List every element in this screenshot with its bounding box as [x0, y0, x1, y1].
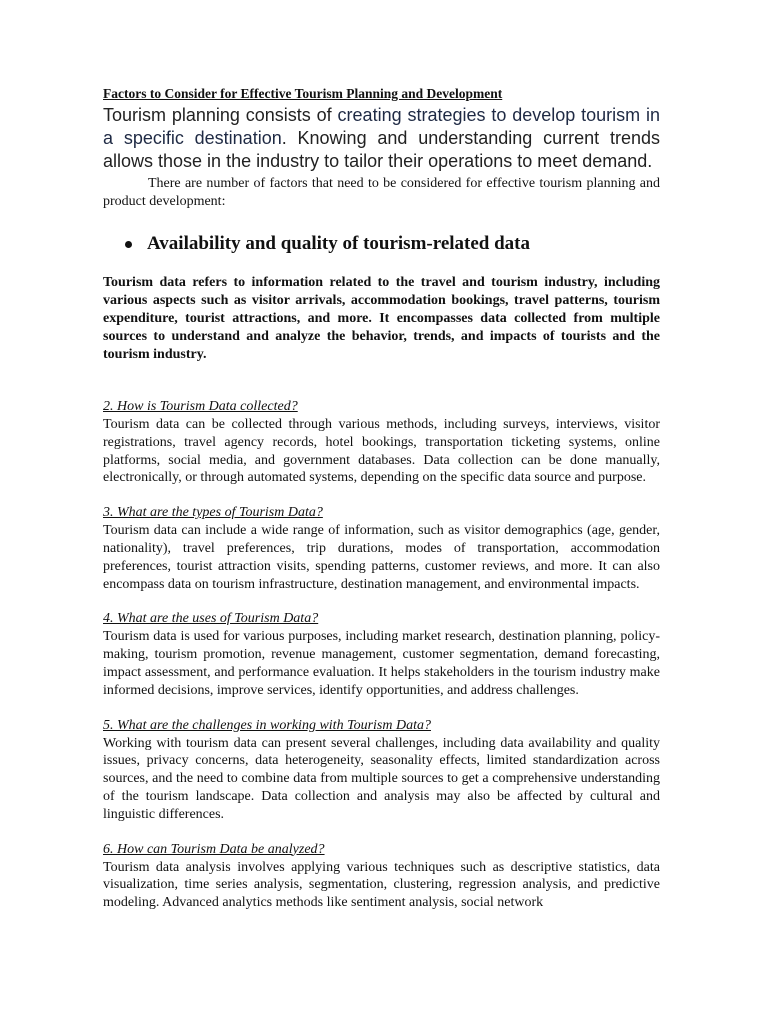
- section-body: Tourism data can be collected through various methods, including surveys, interviews, visitor registrations, travel agency records, hotel bookings, transportation ticketing systems, online platforms, social media, and government databases. Data collection can be done manually, electronically, or through automated systems, depending on the specific data source and purpose.: [103, 417, 660, 486]
- intro-highlight-link[interactable]: creating strategies to develop tourism in a specific destination: [103, 105, 660, 148]
- section-title: 6. How can Tourism Data be analyzed?: [103, 841, 325, 857]
- intro-text-start: Tourism planning consists of: [103, 105, 338, 125]
- bullet-heading-text: Availability and quality of tourism-related data: [147, 233, 531, 254]
- section-title: 3. What are the types of Tourism Data?: [103, 505, 323, 521]
- intro-text-end: . Knowing and understanding current trends allows those in the industry to tailor their operations to meet demand.: [103, 128, 660, 171]
- section-body: Working with tourism data can present several challenges, including data availability and quality issues, privacy concerns, data heterogeneity, seasonality effects, limited standardization across sources, and the need to combine data from multiple sources to get a comprehensive understanding of the tourism landscape. Data collection and analysis may also be affected by cultural and linguistic differences.: [103, 735, 660, 822]
- section-data-uses: [103, 610, 660, 699]
- document-page: [103, 85, 660, 912]
- factors-intro-paragraph: There are number of factors that need to be considered for effective tourism planning and product development:: [103, 176, 660, 209]
- section-title: 2. How is Tourism Data collected?: [103, 399, 298, 414]
- intro-paragraph: [103, 104, 660, 173]
- section-title: 5. What are the challenges in working with Tourism Data?: [103, 717, 431, 733]
- bullet-heading: [125, 232, 660, 256]
- section-title: 4. What are the uses of Tourism Data?: [103, 611, 319, 627]
- section-body: Tourism data analysis involves applying various techniques such as descriptive statistics, data visualization, time series analysis, segmentation, clustering, regression analysis, and predictive modeling. Advanced analytics methods like sentiment analysis, social network: [103, 859, 660, 911]
- section-data-types: [103, 504, 660, 593]
- tourism-data-definition: Tourism data refers to information related to the travel and tourism industry, including various aspects such as visitor arrivals, accommodation bookings, travel patterns, tourism expenditure, tourist attractions, and more. It encompasses data collected from multiple sources to understand and analyze the behavior, trends, and impacts of tourists and the tourism industry.: [103, 275, 660, 362]
- section-data-challenges: [103, 717, 660, 824]
- bullet-dot-icon: [125, 241, 132, 248]
- section-data-collection: [103, 398, 660, 487]
- section-body: Tourism data can include a wide range of information, such as visitor demographics (age, gender, nationality), travel preferences, trip durations, modes of transportation, accommodation preferences, tourist attraction visits, spending patterns, customer reviews, and more. It can also encompass data on tourism infrastructure, destination management, and environmental impacts.: [103, 523, 660, 592]
- section-data-analysis: [103, 841, 660, 912]
- section-body: Tourism data is used for various purposes, including market research, destination planning, policy-making, tourism promotion, revenue management, customer segmentation, demand forecasting, impact assessment, and performance evaluation. It helps stakeholders in the tourism industry make informed decisions, improve services, identify opportunities, and address challenges.: [103, 629, 660, 698]
- document-title: Factors to Consider for Effective Tourism Planning and Development: [103, 86, 503, 101]
